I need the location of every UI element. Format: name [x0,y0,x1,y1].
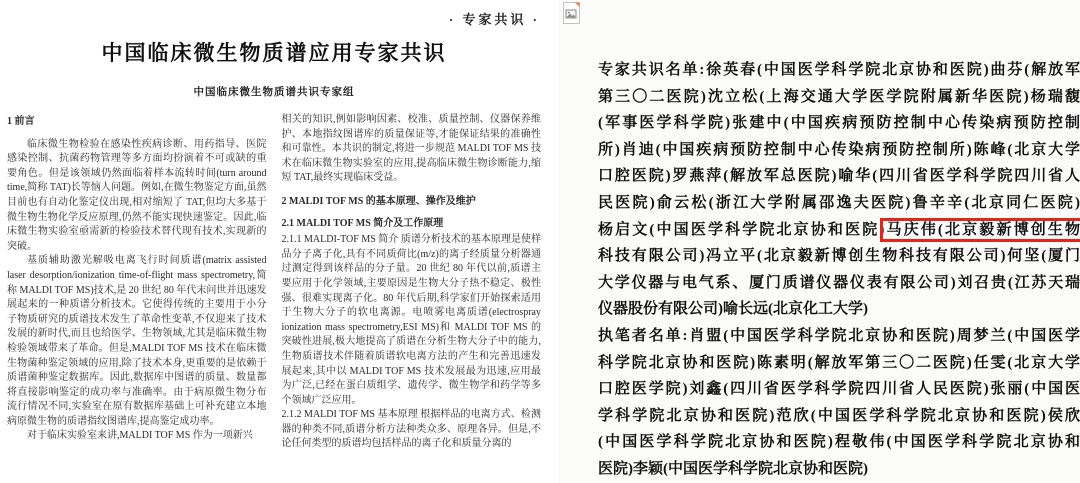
name-list-line: (中国医学科学院北京协和医院)程敬伟(中国医学科学院北京协和 [598,434,1080,451]
article-column-2 [282,113,542,465]
name-list-line: 口腔医院)罗燕萍(解放军总医院)喻华(四川省医学科学院四川省人 [598,168,1080,185]
name-list-line: (军事医学科学院)张建中(中国疾病预防控制中心传染病预防控制 [598,115,1080,132]
name-list-line: 科技有限公司)冯立平(北京毅新博创生物科技有限公司)何坚(厦门 [598,248,1080,265]
article-paragraph: 对于临床实验室来讲,MALDI TOF MS 作为一项新兴 [27,430,253,442]
broken-image-icon [563,2,581,24]
name-list-line: 所)肖迪(中国疾病预防控制中心传染病预防控制所)陈峰(北京大学 [598,141,1080,158]
continuation-paragraph: 相关的知识,例如影响因素、校准、质量控制、仪器保养维护、本地指纹图谱库的质量保证等,才能保证结果的准确性和可靠性。本共识的制定,将进一步规范 MALDI TOF MS 技术在临床微生物实验室的应用,提高临床微生物诊断能力,缩短 TAT,最终实现临床受益。 [281,114,541,184]
name-list-line: 民医院)俞云松(浙江大学附属邵逸夫医院)鲁辛辛(北京同仁医院) [598,194,1080,211]
name-list-line: 口腔医学院)刘鑫(四川省医学科学院四川省人民医院)张丽(中国医 [598,381,1080,398]
article-columns [0,113,548,465]
name-list-line: 大学仪器与电气系、厦门质谱仪器仪表有限公司)刘召贵(江苏天瑞 [598,274,1080,291]
section-1-heading: 1 前言 [7,116,35,127]
name-list-line: 专家共识名单:徐英春(中国医学科学院北京协和医院)曲芬(解放军 [598,62,1080,78]
article-author-group: 中国临床微生物质谱共识专家组 [193,87,355,98]
section-2-heading: 2 MALDI TOF MS 的基本原理、操作及维护 [281,195,476,207]
name-list-line: 学科学院北京协和医院)范欣(中国医学科学院北京协和医院)侯欣 [598,407,1080,424]
name-list-text: 杨启文(中国医学科学院北京协和医院) [598,221,885,238]
name-list-line: 执笔者名单:肖盟(中国医学科学院北京协和医院)周梦兰(中国医学 [598,327,1080,344]
name-list-line: 仪器股份有限公司)喻长远(北京化工大学) [598,301,868,318]
section-header-label: · 专家共识 · [448,12,540,27]
article-paragraph: 临床微生物检验在感染性疾病诊断、用药指导、医院感染控制、抗菌药物管理等多方面均扮演着不可或缺的重要角色。但是该领域仍然面临着样本流转时间(turn around time,简称 TAT)长等恼人问题。例如,在微生物鉴定方面,虽然目前也有自动化鉴定仪出现,相对缩短了 TAT,但均大多基于微生物生物化学反应原理,仍然不能实现快速鉴定。因此,临床微生物实验室亟需新的检验技术替代现有技术,实现新的突破。 [7,138,267,252]
article-title: 中国临床微生物质谱应用专家共识 [101,41,447,65]
name-list-line: 医院)李颖(中国医学科学院北京协和医院) [598,460,868,477]
article-column-1 [7,113,267,465]
name-list-line [598,217,1080,244]
column-1-paragraphs [7,138,267,444]
name-list-line: 第三〇二医院)沈立松(上海交通大学医学院附属新华医院)杨瑞馥 [598,88,1080,105]
name-list-line: 科学院北京协和医院)陈素明(解放军第三〇二医院)任雯(北京大学 [598,354,1080,371]
article-paragraph: 基质辅助激光解吸电离飞行时间质谱(matrix assisted laser desorption/ionization time-of-flight mass spectrometry,简称 MALDI TOF MS)技术,是 20 世纪 80 年代末问世并迅速发展起来的一种质谱分析技术。它使得传统的主要用于小分子物质研究的质谱技术发生了革命性变革,不仅迎来了技术发展的新时代,而且也给医学、生物领域,尤其是临床微生物检验领域带来了革命。但是,MALDI TOF MS 技术在临床微生物菌种鉴定领域的应用,除了技术本身,更重要的是依赖于质谱菌种鉴定数据库。因此,数据库中图谱的质量、数量都将直接影响鉴定的成功率与准确率。由于病原微生物分布流行情况不同,实验室在原有数据库基础上可补充建立本地病原微生物的质谱指纹图谱库,提高鉴定成功率。 [7,255,267,427]
section-2-1-heading: 2.1 MALDI TOF MS 简介及工作原理 [281,217,444,229]
highlight-box: 马庆伟(北京毅新博创生物 [884,221,1080,238]
paragraph-2-1-2: 2.1.2 MALDI TOF MS 基本原理 根据样品的电离方式、检测器的种类不同,质谱分析方法种类众多、原理各异。但是,不论任何类型的质谱均包括样品的离子化和质量分离的 [281,409,541,450]
right-page [598,57,1080,483]
paragraph-2-1-1: 2.1.1 MALDI-TOF MS 简介 质谱分析技术的基本原理是使样品分子离子化,具有不同质荷比(m/z)的离子经质量分析器通过测定得到该样品的分子量。20 世纪 80 年代以前,质谱主要应用于化学领域,主要原因是生物大分子热不稳定、极性强、很难实现离子化。80 年代后期,科学家们开始探索适用于生物大分子的软电离源。电喷雾电离质谱(electrospray ionization mass spectrometry,ESI MS)和 MALDI TOF MS 的突破性进展,极大地提高了质谱在分析生物大分子中的能力,生物质谱技术伴随着质谱软电离方法的产生和完善迅速发展起来,其中以 MALDI TOF MS 技术发展最为迅速,应用最为广泛,已经在蛋白质组学、遗传学、微生物学和药学等多个领域广泛应用。 [281,234,541,406]
